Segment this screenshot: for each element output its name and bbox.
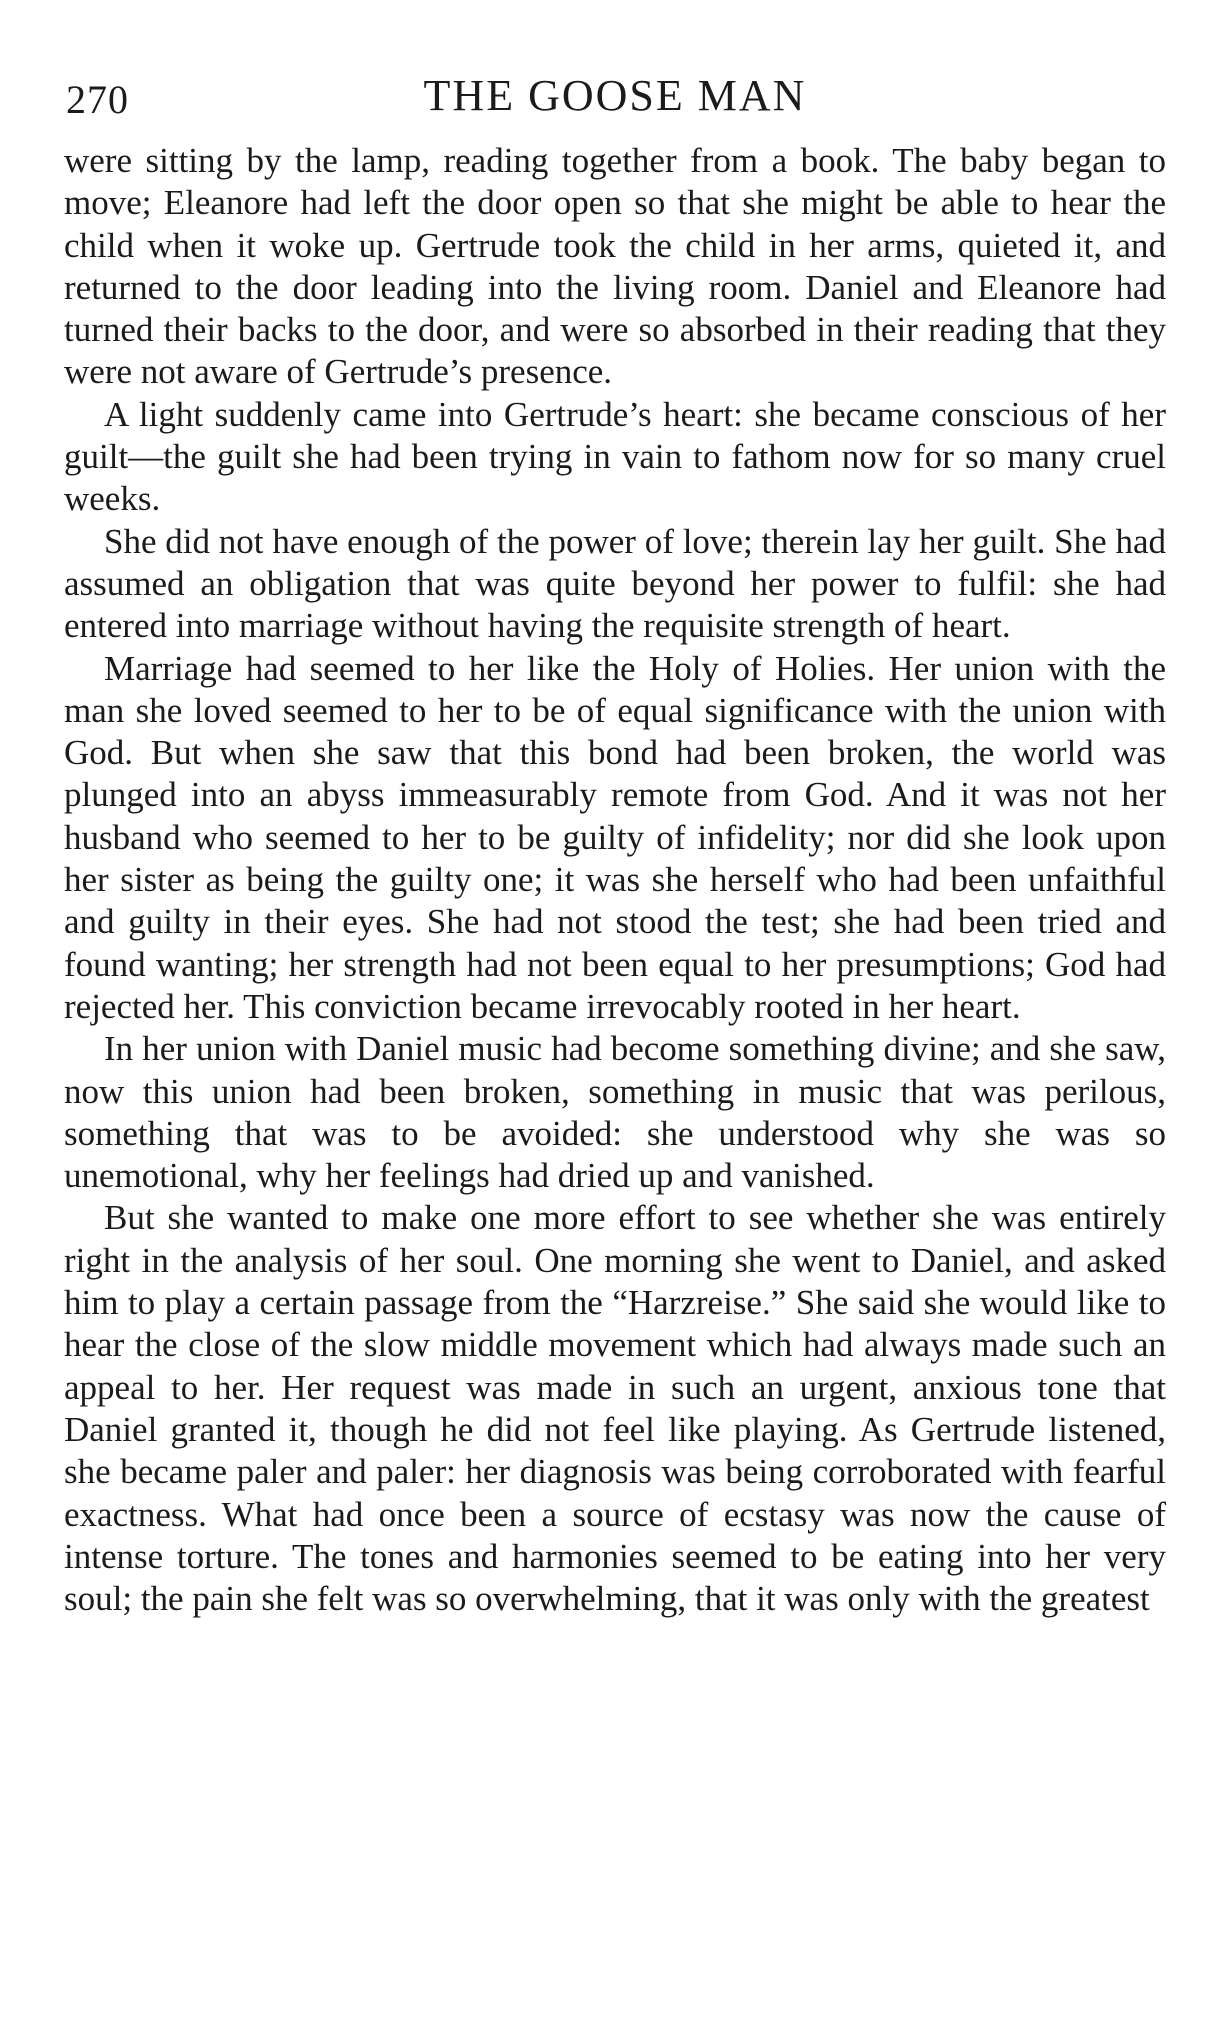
paragraph: She did not have enough of the power of love; therein lay her guilt. She had assumed an obligation that was quite beyond her power to fulfil: she had entered into marriage without having the requisite strength of heart.: [64, 521, 1166, 646]
page-header: [64, 70, 1166, 140]
paragraph: Marriage had seemed to her like the Holy of Holies. Her union with the man she loved seemed to her to be of equal significance with the union with God. But when she saw that this bond had been broken, the world was plunged into an abyss immeasurably remote from God. And it was not her husband who seemed to her to be guilty of infidelity; nor did she look upon her sister as being the guilty one; it was she herself who had been unfaithful and guilty in their eyes. She had not stood the test; she had been tried and found wanting; her strength had not been equal to her presumptions; God had rejected her. This conviction became irrevocably rooted in her heart.: [64, 648, 1166, 1026]
paragraph: In her union with Daniel music had become something divine; and she saw, now this union had been broken, something in music that was perilous, something that was to be avoided: she understood why she was so unemotional, why her feelings had dried up and vanished.: [64, 1029, 1166, 1196]
body-text: [64, 140, 1166, 1620]
page-number: 270: [66, 77, 129, 122]
running-head: THE GOOSE MAN: [423, 71, 807, 120]
paragraph: were sitting by the lamp, reading together from a book. The baby began to move; Eleanore had left the door open so that she might be able to hear the child when it woke up. Gertrude took the child in her arms, quieted it, and returned to the door leading into the living room. Daniel and Eleanore had turned their backs to the door, and were so absorbed in their reading that they were not aware of Gertrude’s presence.: [64, 141, 1166, 392]
paragraph: But she wanted to make one more effort to see whether she was entirely right in the analysis of her soul. One morning she went to Daniel, and asked him to play a certain passage from the “Harzreise.” She said she would like to hear the close of the slow middle movement which had always made such an appeal to her. Her request was made in such an urgent, anxious tone that Daniel granted it, though he did not feel like playing. As Gertrude listened, she became paler and paler: her diagnosis was being corroborated with fearful exactness. What had once been a source of ecstasy was now the cause of intense torture. The tones and harmonies seemed to be eating into her very soul; the pain she felt was so overwhelming, that it was only with the greatest: [64, 1198, 1166, 1619]
book-page: [64, 70, 1166, 1620]
paragraph: A light suddenly came into Gertrude’s heart: she became conscious of her guilt—the guilt she had been trying in vain to fathom now for so many cruel weeks.: [64, 394, 1166, 519]
